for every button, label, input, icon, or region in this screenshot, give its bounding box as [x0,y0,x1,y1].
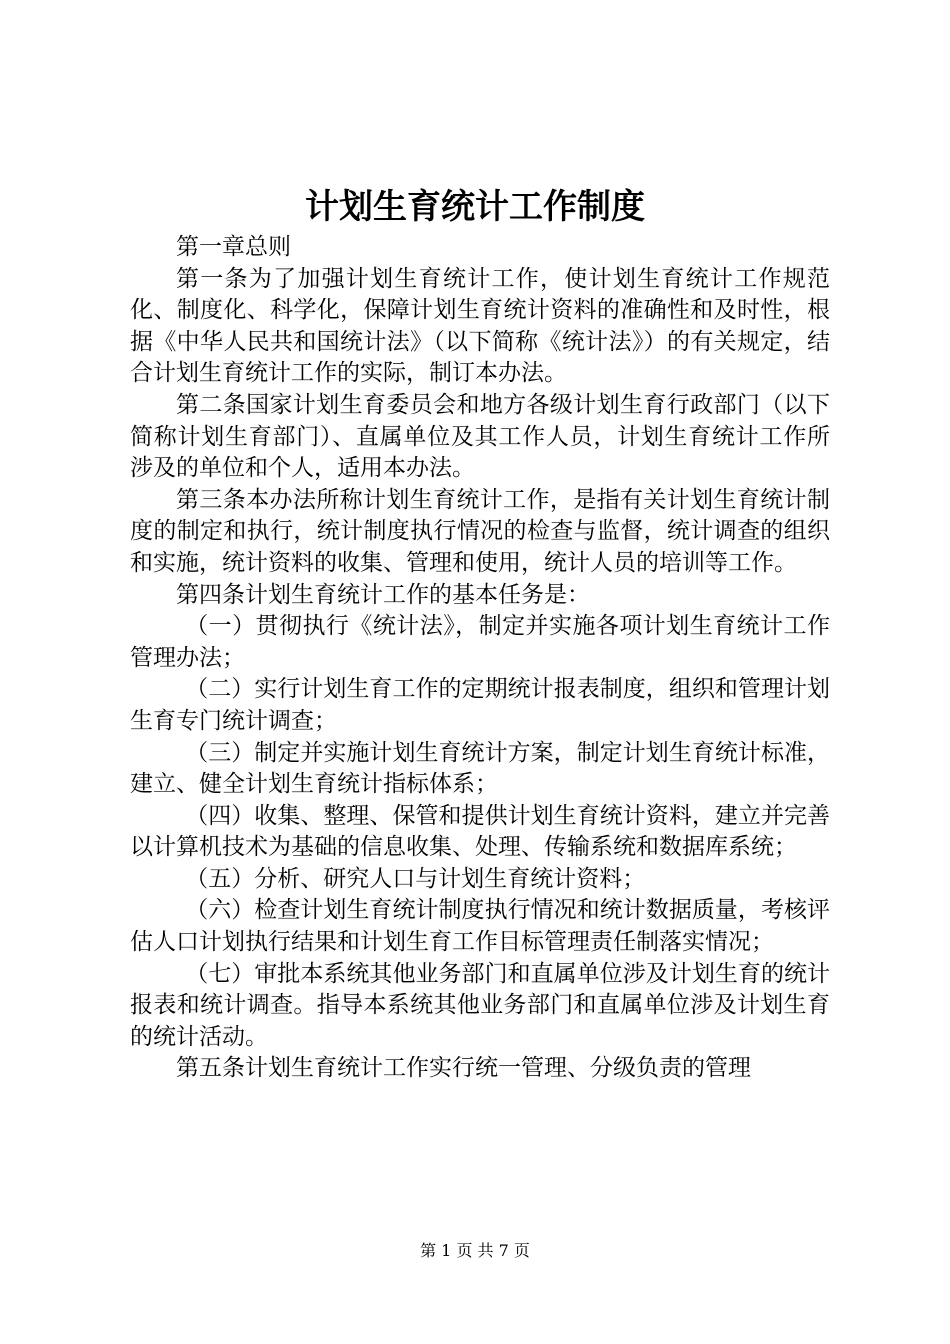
article-paragraph: 第二条国家计划生育委员会和地方各级计划生育行政部门（以下简称计划生育部门）、直属单位及其工作人员，计划生育统计工作所涉及的单位和个人，适用本办法。 [130,391,830,482]
document-title: 计划生育统计工作制度 [305,187,645,227]
list-item: （四）收集、整理、保管和提供计划生育统计资料，建立并完善以计算机技术为基础的信息收集、处理、传输系统和数据库系统； [130,802,830,861]
list-item: （一）贯彻执行《统计法》，制定并实施各项计划生育统计工作管理办法； [130,613,830,671]
list-item: （二）实行计划生育工作的定期统计报表制度，组织和管理计划生育专门统计调查； [130,676,830,734]
article-paragraph: 第五条计划生育统计工作实行统一管理、分级负责的管理 [176,1055,751,1082]
article-paragraph: 第三条本办法所称计划生育统计工作，是指有关计划生育统计制度的制定和执行，统计制度执行情况的检查与监督，统计调查的组织和实施，统计资料的收集、管理和使用，统计人员的培训等工作。 [130,486,830,576]
list-item: （六）检查计划生育统计制度执行情况和统计数据质量，考核评估人口计划执行结果和计划生育工作目标管理责任制落实情况； [130,897,830,956]
list-item: （五）分析、研究人口与计划生育统计资料； [185,865,646,892]
page-footer: 第 1 页 共 7 页 [420,1241,530,1260]
article-paragraph: 第四条计划生育统计工作的基本任务是： [176,581,590,608]
list-item: （七）审批本系统其他业务部门和直属单位涉及计划生育的统计报表和统计调查。指导本系统其他业务部门和直属单位涉及计划生育的统计活动。 [130,960,830,1050]
list-item: （三）制定并实施计划生育统计方案，制定计划生育统计标准，建立、健全计划生育统计指标体系； [130,739,830,798]
chapter-heading: 第一章总则 [176,234,291,260]
article-paragraph: 第一条为了加强计划生育统计工作，使计划生育统计工作规范化、制度化、科学化，保障计划生育统计资料的准确性和及时性，根据《中华人民共和国统计法》（以下简称《统计法》）的有关规定，结合计划生育统计工作的实际，制订本办法。 [130,265,830,387]
document-body [130,232,830,1085]
